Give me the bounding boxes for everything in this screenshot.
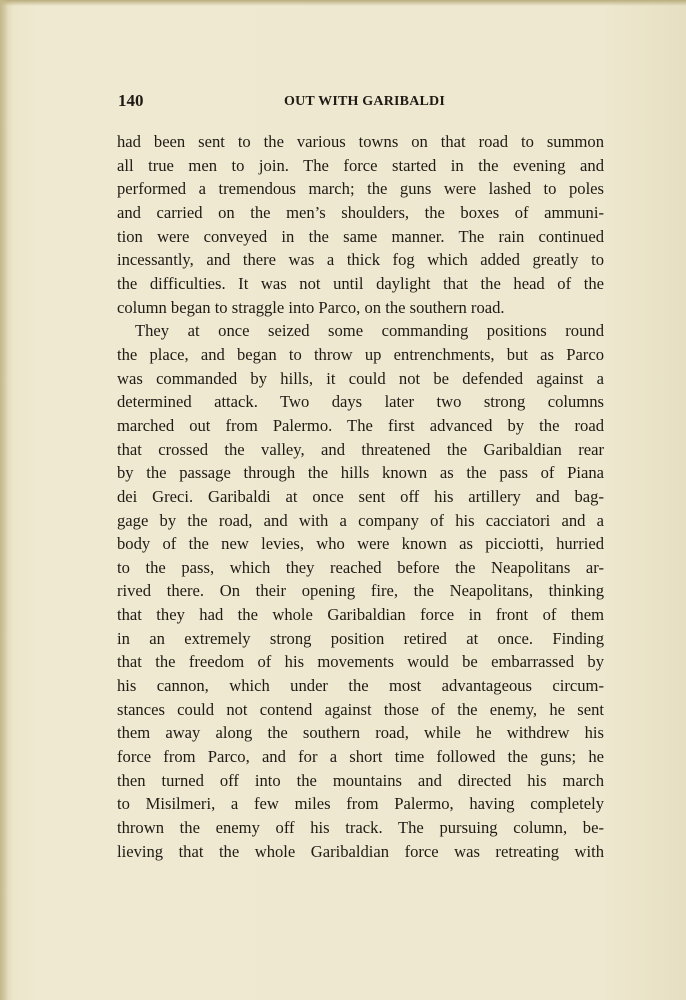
body-text	[117, 130, 604, 863]
running-head	[118, 91, 606, 113]
text-line: and carried on the men’s shoulders, the boxes of ammuni-	[117, 202, 604, 222]
text-line: that they had the whole Garibaldian force in front of them	[117, 605, 604, 625]
text-line: that crossed the valley, and threatened the Garibaldian rear	[117, 439, 604, 459]
text-line: his cannon, which under the most advantageous circum-	[117, 676, 604, 696]
text-line: marched out from Palermo. The first advanced by the road	[117, 415, 604, 435]
book-title: OUT WITH GARIBALDI	[284, 94, 446, 109]
text-line: the difficulties. It was not until daylight that the head of the	[117, 273, 604, 293]
page-number: 140	[118, 91, 144, 110]
text-line: force from Parco, and for a short time followed the guns; he	[117, 747, 604, 767]
text-line: by the passage through the hills known as the pass of Piana	[117, 463, 604, 483]
text-line: They at once seized some commanding positions round	[135, 321, 604, 341]
text-line: then turned off into the mountains and directed his march	[117, 770, 604, 790]
text-line: to the pass, which they reached before the Neapolitans ar-	[117, 557, 604, 577]
text-line: tion were conveyed in the same manner. The rain continued	[117, 226, 604, 246]
text-line: column began to straggle into Parco, on the southern road.	[117, 297, 505, 317]
text-line: stances could not contend against those of the enemy, he sent	[117, 699, 604, 719]
text-line: that the freedom of his movements would be embarrassed by	[117, 652, 604, 672]
page-binding-shadow	[0, 0, 8, 1000]
text-line: gage by the road, and with a company of his cacciatori and a	[117, 510, 604, 530]
text-line: the place, and began to throw up entrenchments, but as Parco	[117, 344, 604, 364]
text-line: all true men to join. The force started in the evening and	[117, 155, 604, 175]
text-line: rived there. On their opening fire, the Neapolitans, thinking	[117, 581, 604, 601]
text-line: thrown the enemy off his track. The pursuing column, be-	[117, 818, 604, 838]
text-line: performed a tremendous march; the guns were lashed to poles	[117, 179, 604, 199]
text-line: them away along the southern road, while he withdrew his	[117, 723, 604, 743]
text-line: body of the new levies, who were known as picciotti, hurried	[117, 534, 604, 554]
text-line: incessantly, and there was a thick fog which added greatly to	[117, 250, 604, 270]
text-line: was commanded by hills, it could not be defended against a	[117, 368, 604, 388]
text-line: in an extremely strong position retired at once. Finding	[117, 628, 604, 648]
text-line: dei Greci. Garibaldi at once sent off his artillery and bag-	[117, 486, 604, 506]
text-line: determined attack. Two days later two strong columns	[117, 392, 604, 412]
text-line: to Misilmeri, a few miles from Palermo, having completely	[117, 794, 604, 814]
text-line: lieving that the whole Garibaldian force was retreating with	[117, 841, 604, 861]
text-line: had been sent to the various towns on that road to summon	[117, 132, 604, 151]
